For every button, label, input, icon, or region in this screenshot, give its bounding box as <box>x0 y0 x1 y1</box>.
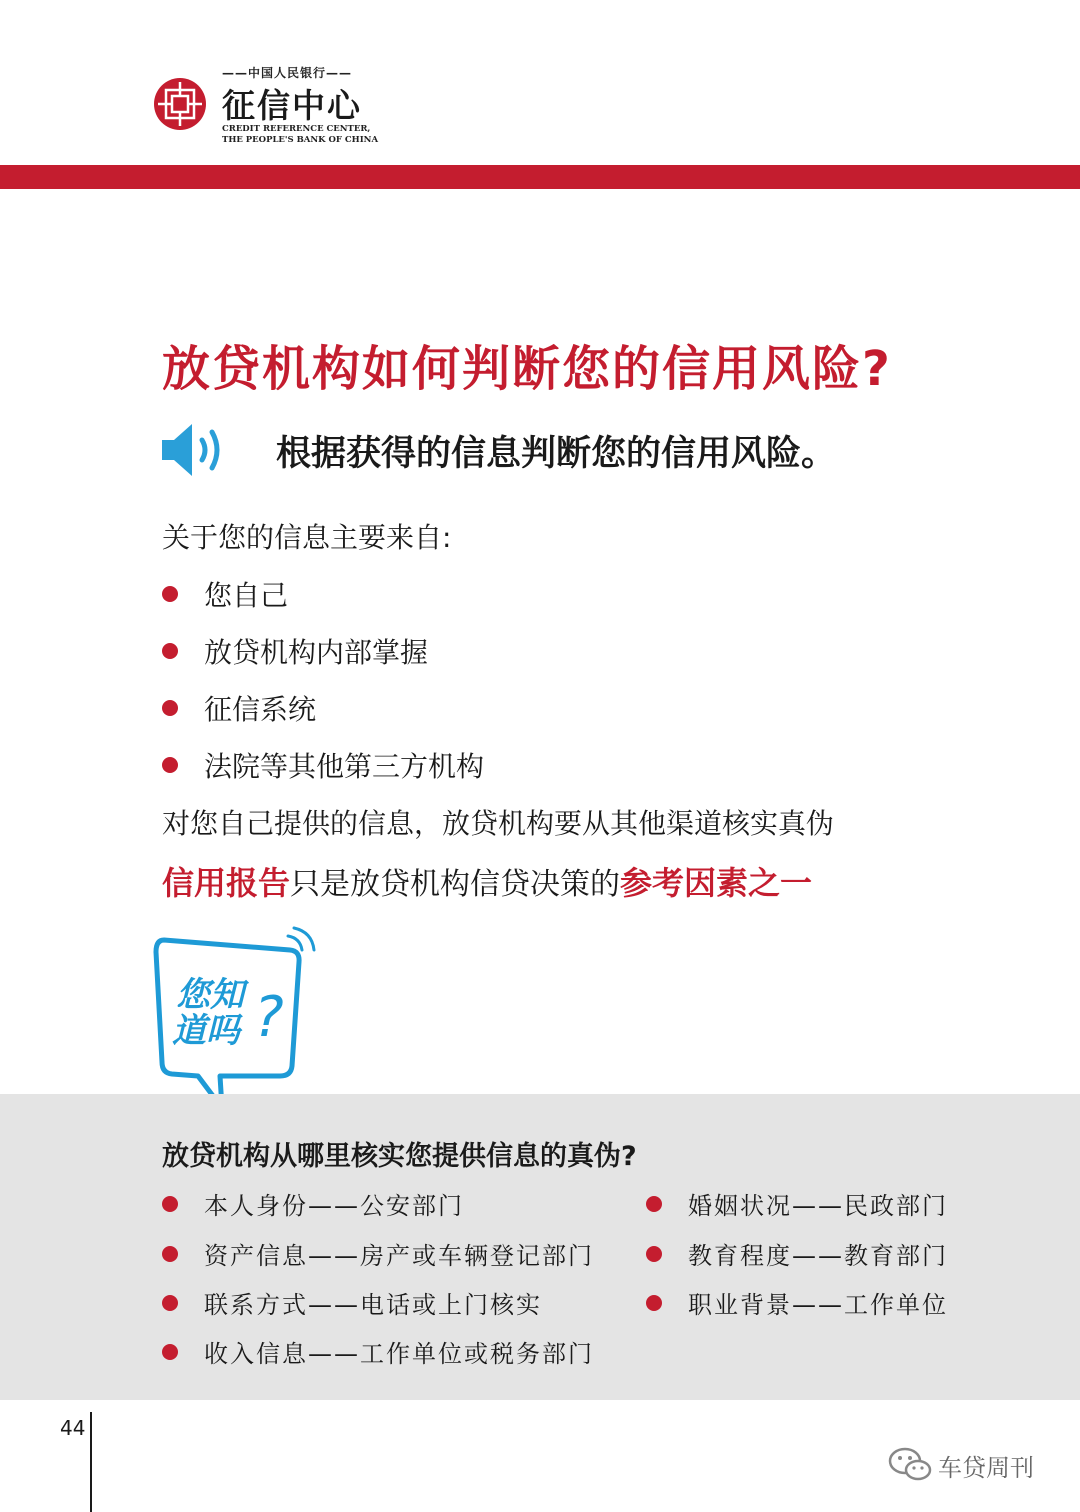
list-item-label: 职业背景——工作单位 <box>688 1291 948 1319</box>
bullet-dot-icon <box>162 1295 178 1311</box>
list-item <box>162 1334 594 1369</box>
list-item-label: 法院等其他第三方机构 <box>204 750 485 783</box>
list-item <box>646 1285 948 1320</box>
bullet-dot-icon <box>162 757 178 773</box>
bullet-dot-icon <box>162 1196 178 1212</box>
bubble-question-mark: ? <box>254 985 284 1050</box>
did-you-know-bubble-icon <box>150 926 325 1111</box>
reference-line <box>162 858 812 904</box>
list-item-label: 本人身份——公安部门 <box>204 1192 464 1220</box>
org-cn-small: ——中国人民银行—— <box>222 66 353 80</box>
list-item <box>162 1236 594 1271</box>
verify-note: 对您自己提供的信息，放贷机构要从其他渠道核实真伪 <box>162 807 835 840</box>
org-en-line2: THE PEOPLE'S BANK OF CHINA <box>222 135 379 145</box>
list-item <box>162 688 316 728</box>
credit-center-emblem-icon <box>152 76 208 132</box>
list-item-label: 征信系统 <box>204 693 317 726</box>
wechat-icon <box>888 1446 932 1482</box>
panel-title: 放贷机构从哪里核实您提供信息的真伪? <box>162 1141 637 1172</box>
bullet-dot-icon <box>162 1344 178 1360</box>
highlight-credit-report: 信用报告 <box>162 864 291 902</box>
list-item-label: 资产信息——房产或车辆登记部门 <box>204 1242 594 1270</box>
list-item <box>162 745 484 785</box>
list-item-label: 婚姻状况——民政部门 <box>688 1192 948 1220</box>
sources-intro: 关于您的信息主要来自: <box>162 521 452 554</box>
bubble-line2: 道吗 <box>172 1011 240 1051</box>
list-item <box>646 1236 948 1271</box>
list-item <box>162 631 428 671</box>
speaker-icon <box>160 420 232 480</box>
bullet-dot-icon <box>162 586 178 602</box>
highlight-reference-factor: 参考因素之一 <box>620 864 813 902</box>
list-item-label: 放贷机构内部掌握 <box>204 636 429 669</box>
list-item-label: 收入信息——工作单位或税务部门 <box>204 1340 594 1368</box>
org-title: 征信中心 <box>222 86 362 125</box>
bullet-dot-icon <box>162 1246 178 1262</box>
bubble-line1: 您知 <box>176 975 244 1015</box>
bullet-dot-icon <box>646 1196 662 1212</box>
bullet-dot-icon <box>162 700 178 716</box>
org-en-line1: CREDIT REFERENCE CENTER, <box>222 124 371 134</box>
list-item <box>646 1186 948 1221</box>
watermark-text: 车贷周刊 <box>938 1454 1034 1482</box>
list-item <box>162 1186 464 1221</box>
reference-line-middle: 只是放贷机构信贷决策的 <box>290 867 621 902</box>
page-number: 44 <box>60 1416 86 1440</box>
list-item-label: 您自己 <box>204 579 289 612</box>
list-item <box>162 574 288 614</box>
list-item <box>162 1285 542 1320</box>
list-item-label: 教育程度——教育部门 <box>688 1242 948 1270</box>
list-item-label: 联系方式——电话或上门核实 <box>204 1291 542 1319</box>
subtitle: 根据获得的信息判断您的信用风险。 <box>276 434 837 474</box>
bullet-dot-icon <box>646 1295 662 1311</box>
header-red-bar <box>0 165 1080 189</box>
bullet-dot-icon <box>646 1246 662 1262</box>
footer-divider <box>90 1412 92 1512</box>
org-en-name <box>222 124 378 146</box>
page-title: 放贷机构如何判断您的信用风险? <box>162 341 892 397</box>
bullet-dot-icon <box>162 643 178 659</box>
